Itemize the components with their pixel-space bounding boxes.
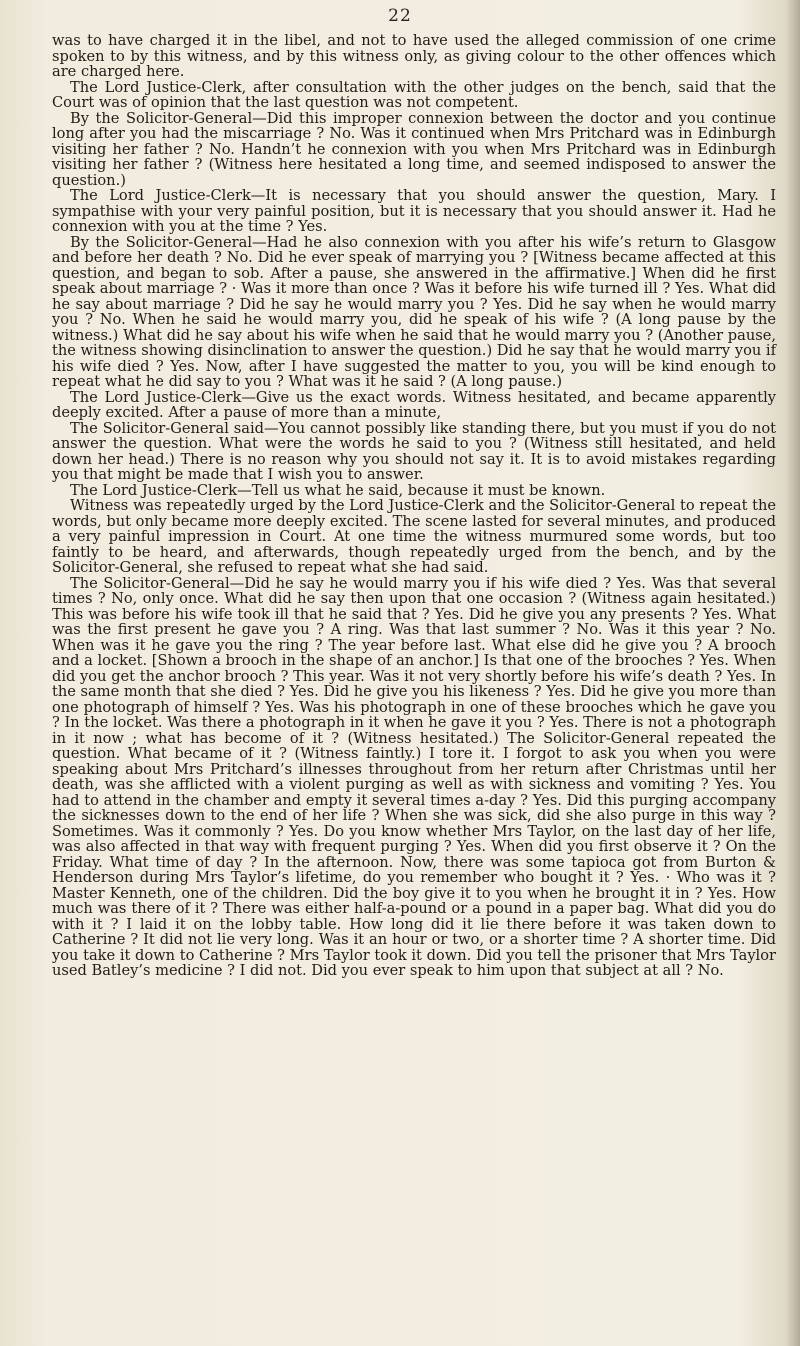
page-edge-shadow	[786, 0, 800, 1346]
paragraph: The Solicitor-General said—You cannot possibly like standing there, but you must if you do not answer the question. What were the words he said to you ? (Witness still hesitated, and held down her head.) There is no reason why you should not say it. It is to avoid mistakes regarding you that might be made that I wish you to answer.	[52, 419, 776, 483]
page-number: 22	[388, 6, 412, 26]
paragraph: By the Solicitor-General—Had he also connexion with you after his wife’s return to Glasgow and before her death ? No. Did he ever speak of marrying you ? [Witness became affected at this question, and began to sob. After a pause, she answered in the affirmative.] When did he first speak about marriage ? · Was it more than once ? Was it before his wife turned ill ? Yes. What did he say about marriage ? Did he say he would marry you ? Yes. Did he say when he would marry you ? No. When he said he would marry you, did he speak of his wife ? (A long pause by the witness.) What did he say about his wife when he said that he would marry you ? (Another pause, the witness showing disinclination to answer the question.) Did he say that he would marry you if his wife died ? Yes. Now, after I have suggested the matter to you, you will be kind enough to repeat what he did say to you ? What was it he said ? (A long pause.)	[52, 233, 776, 390]
paragraph: The Lord Justice-Clerk—It is necessary that you should answer the question, Mary. I sympathise with your very painful position, but it is necessary that you should answer it. Had he connexion with you at the time ? Yes.	[52, 187, 776, 235]
paragraph: Witness was repeatedly urged by the Lord Justice-Clerk and the Solicitor-General to repeat the words, but only became more deeply excited. The scene lasted for several minutes, and produced a very painful impression in Court. At one time the witness murmured some words, but too faintly to be heard, and afterwards, though repeatedly urged from the bench, and by the Solicitor-General, she refused to repeat what she had said.	[52, 497, 776, 576]
paragraph: By the Solicitor-General—Did this improper connexion between the doctor and you continue long after you had the miscarriage ? No. Was it continued when Mrs Pritchard was in Edinburgh visiting her father ? No. Handn’t he connexion with you when Mrs Pritchard was in Edinburgh visiting her father ? (Witness here hesitated a long time, and seemed indisposed to answer the question.)	[52, 109, 776, 189]
paragraph: The Solicitor-General—Did he say he would marry you if his wife died ? Yes. Was that several times ? No, only once. What did he say then upon that one occasion ? (Witness again hesitated.) This was before his wife took ill that he said that ? Yes. Did he give you any presents ? Yes. What was the first present he gave you ? A ring. Was that last summer ? No. Was it this year ? No. When was it he gave you the ring ? The year before last. What else did he give you ? A brooch and a locket. [Shown a brooch in the shape of an anchor.] Is that one of the brooches ? Yes. When did you get the anchor brooch ? This year. Was it not very shortly before his wife’s death ? Yes. In the same month that she died ? Yes. Did he give you his likeness ? Yes. Did he give you more than one photograph of himself ? Yes. Was his photograph in one of these brooches which he gave you ? In the locket. Was there a photograph in it when he gave it you ? Yes. There is not a photograph in it now ; what has become of it ? (Witness hesitated.) The Solicitor-General repeated the question. What became of it ? (Witness faintly.) I tore it. I forgot to ask you when you were speaking about Mrs Pritchard’s illnesses throughout from her return after Christmas until her death, was she afflicted with a violent purging as well as with sickness and vomiting ? Yes. You had to attend in the chamber and empty it several times a-day ? Yes. Did this purging accompany the sicknesses down to the end of her life ? When she was sick, did she also purge in this way ? Sometimes. Was it commonly ? Yes. Do you know whether Mrs Taylor, on the last day of her life, was also affected in that way with frequent purging ? Yes. When did you first observe it ? On the Friday. What time of day ? In the afternoon. Now, there was some tapioca got from Burton & Henderson during Mrs Taylor’s lifetime, do you remember who bought it ? Yes. · Who was it ? Master Kenneth, one of the children. Did the boy give it to you when he brought it in ? Yes. How much was there of it ? There was either half-a-pound or a pound in a paper bag. What did you do with it ? I laid it on the lobby table. How long did it lie there before it was taken down to Catherine ? It did not lie very long. Was it an hour or two, or a shorter time ? A shorter time. Did you take it down to Catherine ? Mrs Taylor took it down. Did you tell the prisoner that Mrs Taylor used Batley’s medicine ? I did not. Did you ever speak to him upon that subject at all ? No.	[52, 574, 776, 979]
paragraph: The Lord Justice-Clerk, after consultation with the other judges on the bench, said that the Court was of opinion that the last question was not competent.	[52, 78, 776, 111]
paragraph: was to have charged it in the libel, and not to have used the alleged commission of one crime spoken to by this witness, and by this witness only, as giving colour to the other offences which are charged here.	[52, 32, 776, 80]
body-text	[52, 33, 776, 979]
paragraph: The Lord Justice-Clerk—Give us the exact words. Witness hesitated, and became apparently deeply excited. After a pause of more than a minute,	[52, 388, 776, 421]
paragraph: The Lord Justice-Clerk—Tell us what he said, because it must be known.	[70, 481, 606, 499]
